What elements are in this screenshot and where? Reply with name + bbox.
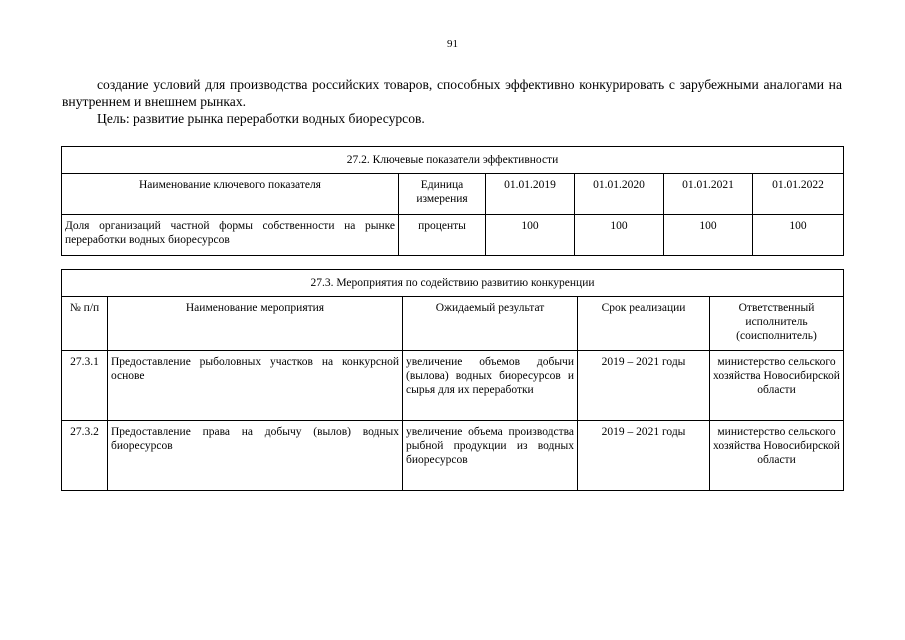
- kpi-header-2019: 01.01.2019: [486, 174, 575, 215]
- kpi-row-2021: 100: [664, 215, 753, 256]
- kpi-header-2020: 01.01.2020: [575, 174, 664, 215]
- goal-paragraph: Цель: развитие рынка переработки водных биоресурсов.: [97, 111, 425, 126]
- measures-row-result: увеличение объема производства рыбной продукции из водных биоресурсов: [403, 421, 578, 491]
- kpi-header-name: Наименование ключевого показателя: [62, 174, 399, 215]
- measures-header-term: Срок реализации: [578, 297, 710, 351]
- measures-table-caption: 27.3. Мероприятия по содействию развитию конкуренции: [62, 270, 844, 297]
- measures-row-term: 2019 – 2021 годы: [578, 351, 710, 421]
- page-number: 91: [447, 38, 458, 50]
- intro-paragraph: создание условий для производства российских товаров, способных эффективно конкурировать с зарубежными аналогами на внутреннем и внешнем рынках.: [62, 77, 842, 109]
- kpi-header-2022: 01.01.2022: [753, 174, 844, 215]
- measures-header-responsible: Ответственный исполнитель (соисполнитель): [710, 297, 844, 351]
- measures-header-num: № п/п: [62, 297, 108, 351]
- kpi-header-2021: 01.01.2021: [664, 174, 753, 215]
- measures-header-result: Ожидаемый результат: [403, 297, 578, 351]
- measures-row-responsible: министерство сельского хозяйства Новосибирской области: [710, 351, 844, 421]
- measures-row-num: 27.3.1: [62, 351, 108, 421]
- measures-row-result: увеличение объемов добычи (вылова) водных биоресурсов и сырья для их переработки: [403, 351, 578, 421]
- measures-header-name: Наименование мероприятия: [108, 297, 403, 351]
- kpi-row-2019: 100: [486, 215, 575, 256]
- kpi-table: [61, 146, 844, 256]
- kpi-row-unit: проценты: [399, 215, 486, 256]
- kpi-table-caption: 27.2. Ключевые показатели эффективности: [62, 147, 844, 174]
- measures-row-name: Предоставление рыболовных участков на конкурсной основе: [108, 351, 403, 421]
- kpi-header-unit: Единица измерения: [399, 174, 486, 215]
- measures-row-responsible: министерство сельского хозяйства Новосибирской области: [710, 421, 844, 491]
- kpi-row-2020: 100: [575, 215, 664, 256]
- measures-table: [61, 269, 844, 491]
- kpi-row-2022: 100: [753, 215, 844, 256]
- measures-row-term: 2019 – 2021 годы: [578, 421, 710, 491]
- measures-row-num: 27.3.2: [62, 421, 108, 491]
- kpi-row-name: Доля организаций частной формы собственности на рынке переработки водных биоресурсов: [62, 215, 399, 256]
- measures-row-name: Предоставление права на добычу (вылов) водных биоресурсов: [108, 421, 403, 491]
